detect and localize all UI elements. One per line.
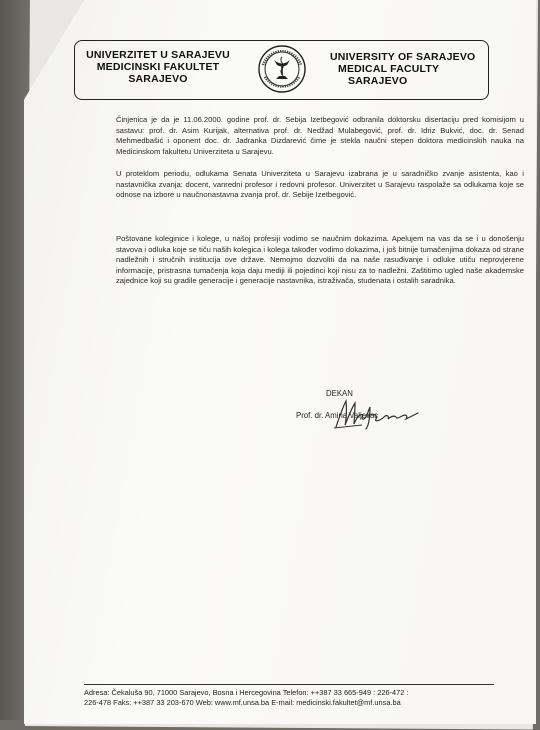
- handwritten-signature: [332, 391, 432, 431]
- letterhead-line: SARAJEVO: [128, 73, 188, 85]
- paragraph-appointments: U proteklom periodu, odlukama Senata Univerziteta u Sarajevu izabrana je u saradničko zvanje asistenta, kao i nastavnička zvanja: docent, vanredni profesor i redovni profesor. Univerzitet u Sarajevu raspolaže sa odlukama koje se odnose na izbore u naučnonastavna zvanja prof. dr. Sebije Izetbegović.: [116, 169, 524, 200]
- letterhead-bosnian: [83, 49, 233, 85]
- letterhead-line: MEDICINSKI FAKULTET: [96, 61, 220, 73]
- letterhead-line: UNIVERZITET U SARAJEVU: [86, 49, 230, 61]
- footer-line: 226-478 Faks: ++387 33 203-670 Web: www.mf.unsa.ba E-mail: medicinski.fakultet@mf.unsa.ba: [84, 698, 401, 707]
- footer-line: Adresa: Čekaluša 90, 71000 Sarajevo, Bosna i Hercegovina Telefon: ++387 33 665-949 : 226-472 :: [84, 688, 409, 697]
- faculty-seal-icon: [257, 43, 307, 95]
- letterhead-english: [330, 51, 480, 87]
- letterhead-line: SARAJEVO: [348, 75, 408, 87]
- letterhead: [74, 40, 489, 100]
- document-content: [24, 0, 536, 724]
- dean-title: DEKAN: [326, 389, 353, 398]
- footer-contact: [84, 684, 494, 708]
- paragraph-appeal: Poštovane koleginice i kolege, u našoj profesiji vodimo se naučnim dokazima. Apelujem na vas da se i u donošenju stavova i odluka koje se tiču naših kolegica i kolega također vodimo dokazima, i još bitnije tumačenjima dokaza od strane nadležnih i stručnih institucija ove države. Nemojmo dozvoliti da na naše rasuđivanje i odluke utiču neprovjerene informacije, pristrasna tumačenja koja daju mediji ili pojedinci koji nisu za to nadležni. Zaštitimo ugled naše akademske zajednice koji su gradile generacije i generacije nastavnika, istraživača, studenata i ostalih saradnika.: [116, 234, 524, 286]
- paragraph-dissertation: Činjenica je da je 11.06.2000. godine prof. dr. Sebija Izetbegović odbranila doktorsku disertaciju pred komisijom u sastavu: prof. dr. Asim Kurijak, alternativa prof. dr. Nedžad Mulabegović, prof. dr. Idriz Bukvić, doc. dr. Senad Mehmedbašić i oponent doc. dr. Jadranka Dizdarević čime je stekla naučni stepen doktora medicinskih nauka na Medicinskom fakultetu Univerziteta u Sarajevu.: [116, 115, 524, 156]
- letterhead-line: MEDICAL FACULTY: [338, 63, 440, 75]
- dean-name: Prof. dr. Amina Valjevac: [296, 411, 379, 420]
- letterhead-line: UNIVERSITY OF SARAJEVO: [330, 51, 476, 63]
